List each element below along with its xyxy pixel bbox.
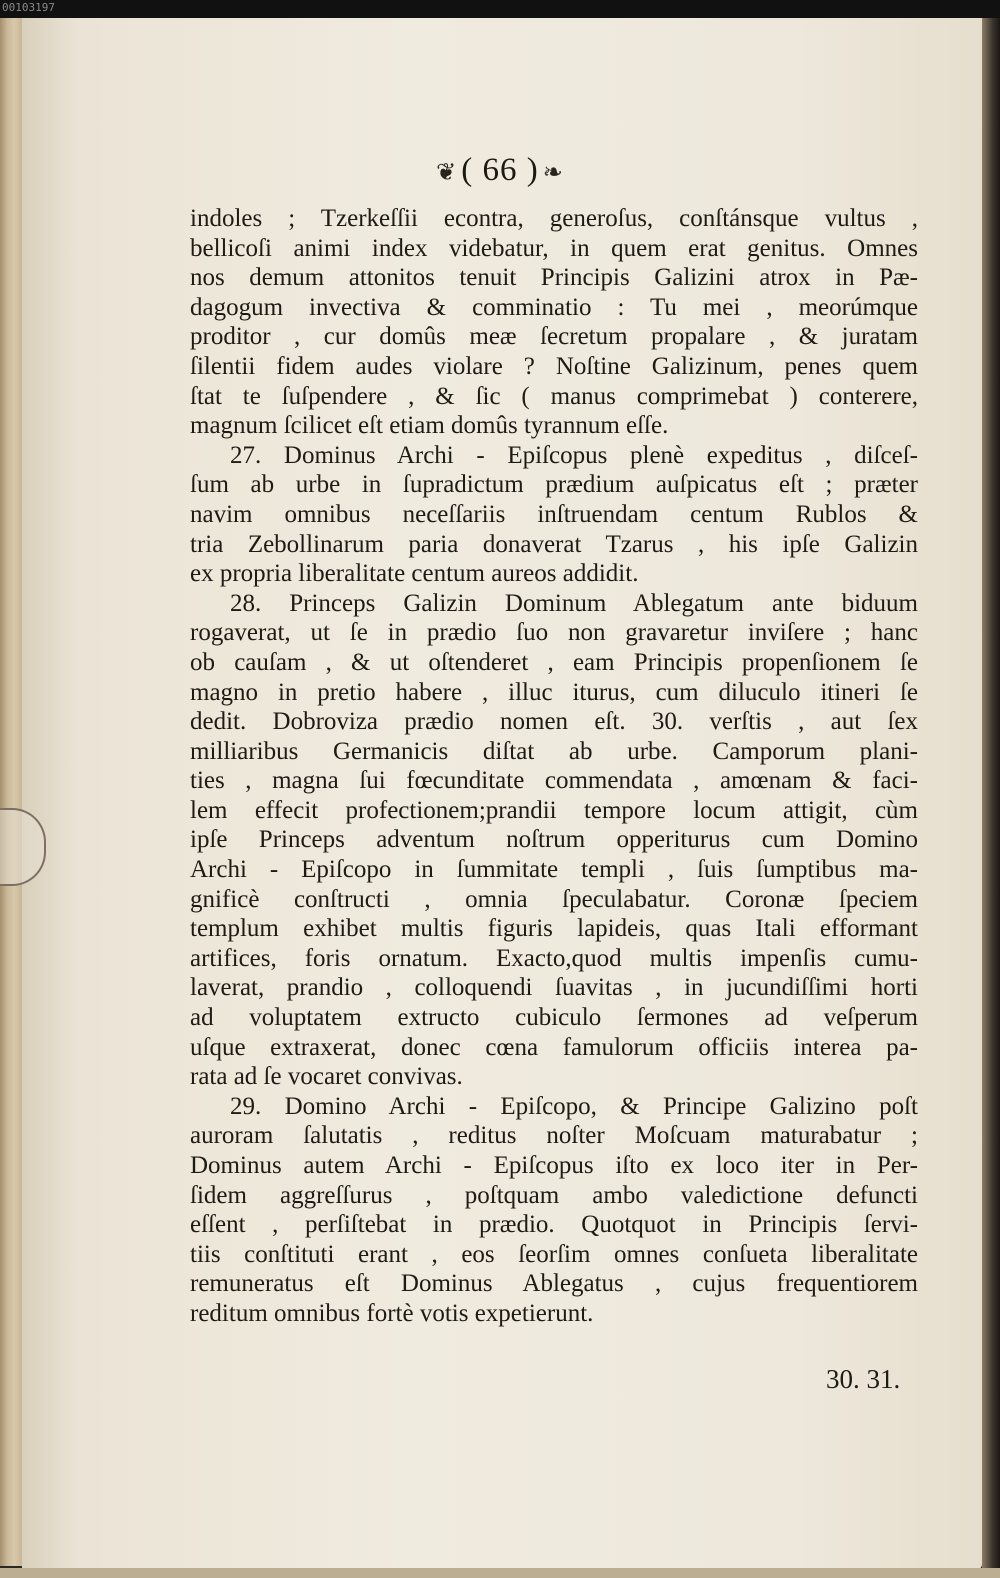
text-line: dagogum invectiva & comminatio : Tu mei , meorúmque <box>190 293 918 321</box>
text-line: reditum omnibus fortè votis expetierunt. <box>190 1299 594 1327</box>
page-number: ( 66 ) <box>461 152 539 188</box>
text-line: indoles ; Tzerkeſſii econtra, generoſus, conſtánsque vultus , <box>190 205 918 232</box>
text-line: ſilentii fidem audes violare ? Noſtine Galizinum, penes quem <box>190 352 918 380</box>
page-stack-edge <box>0 18 24 1566</box>
body-text <box>190 204 918 1329</box>
text-line: ſtat te ſuſpendere , & ſic ( manus comprimebat ) conterere, <box>190 382 918 410</box>
scan-top-strip <box>0 0 1000 18</box>
text-line: uſque extraxerat, donec cœna famulorum officiis interea pa- <box>190 1033 918 1061</box>
text-line: 29. Domino Archi - Epiſcopo, & Principe Galizino poſt <box>230 1092 918 1120</box>
text-line: ob cauſam , & ut oſtenderet , eam Principis propenſionem ſe <box>190 648 918 676</box>
text-line: ipſe Princeps adventum noſtrum opperiturus cum Domino <box>190 826 918 854</box>
text-line: dedit. Dobroviza prædio nomen eſt. 30. verſtis , aut ſex <box>190 708 918 736</box>
text-line: tiis conſtituti erant , eos ſeorſim omnes conſueta liberalitate <box>190 1240 918 1268</box>
text-line: Dominus autem Archi - Epiſcopus iſto ex loco iter in Per- <box>190 1152 918 1179</box>
catchword: 30. 31. <box>826 1364 901 1394</box>
text-line: 27. Dominus Archi - Epiſcopus plenè expeditus , diſceſ- <box>230 441 918 469</box>
book-gutter <box>982 18 1000 1578</box>
text-line: nos demum attonitos tenuit Principis Galizini atrox in Pæ- <box>190 264 918 292</box>
text-line: magno in pretio habere , illuc iturus, cum diluculo itineri ſe <box>190 678 918 706</box>
text-line: rata ad ſe vocaret convivas. <box>190 1063 463 1091</box>
text-line: bellicoſi animi index videbatur, in quem erat genitus. Omnes <box>190 234 918 262</box>
text-line: Archi - Epiſcopo in ſummitate templi , ſuis ſumptibus ma- <box>190 856 918 884</box>
text-line: artifices, foris ornatum. Exacto,quod multis impenſis cumu- <box>190 944 918 972</box>
text-line: templum exhibet multis figuris lapideis, quas Itali efformant <box>190 915 918 943</box>
text-line: eſſent , perſiſtebat in prædio. Quotquot in Principis ſervi- <box>190 1211 918 1239</box>
text-line: lem effecit profectionem;prandii tempore locum attigit, cùm <box>190 796 918 824</box>
text-line: ad voluptatem extructo cubiculo ſermones ad veſperum <box>190 1004 918 1032</box>
text-line: laverat, prandio , colloquendi ſuavitas , in jucundiſſimi horti <box>190 974 918 1002</box>
page-bottom-edge <box>0 1568 1000 1578</box>
ornament-left-icon: ❦ <box>436 160 458 186</box>
text-line: gnificè conſtructi , omnia ſpeculabatur. Coronæ ſpeciem <box>190 885 918 913</box>
text-line: navim omnibus neceſſariis inſtruendam centum Rublos & <box>190 500 918 528</box>
text-line: ties , magna ſui fœcunditate commendata , amœnam & faci- <box>190 767 918 795</box>
text-line: tria Zebollinarum paria donaverat Tzarus , his ipſe Galizin <box>190 530 918 558</box>
text-line: ſum ab urbe in ſupradictum prædium auſpicatus eſt ; præter <box>190 471 918 499</box>
text-line: ex propria liberalitate centum aureos addidit. <box>190 560 639 588</box>
page-header <box>0 152 1000 189</box>
scan-id-label: 00103197 <box>2 1 55 14</box>
text-line: proditor , cur domûs meæ ſecretum propalare , & juratam <box>190 323 918 351</box>
text-line: rogaverat, ut ſe in prædio ſuo non gravaretur inviſere ; hanc <box>190 619 918 647</box>
text-line: magnum ſcilicet eſt etiam domûs tyrannum eſſe. <box>190 412 669 440</box>
ornament-right-icon: ❧ <box>542 160 564 186</box>
text-line: ſidem aggreſſurus , poſtquam ambo valedictione defuncti <box>190 1181 918 1209</box>
text-line: 28. Princeps Galizin Dominum Ablegatum ante biduum <box>230 589 918 617</box>
text-line: remuneratus eſt Dominus Ablegatus , cujus frequentiorem <box>190 1270 918 1298</box>
text-line: milliaribus Germanicis diſtat ab urbe. Camporum plani- <box>190 737 918 765</box>
text-line: auroram ſalutatis , reditus noſter Moſcuam maturabatur ; <box>190 1122 918 1150</box>
